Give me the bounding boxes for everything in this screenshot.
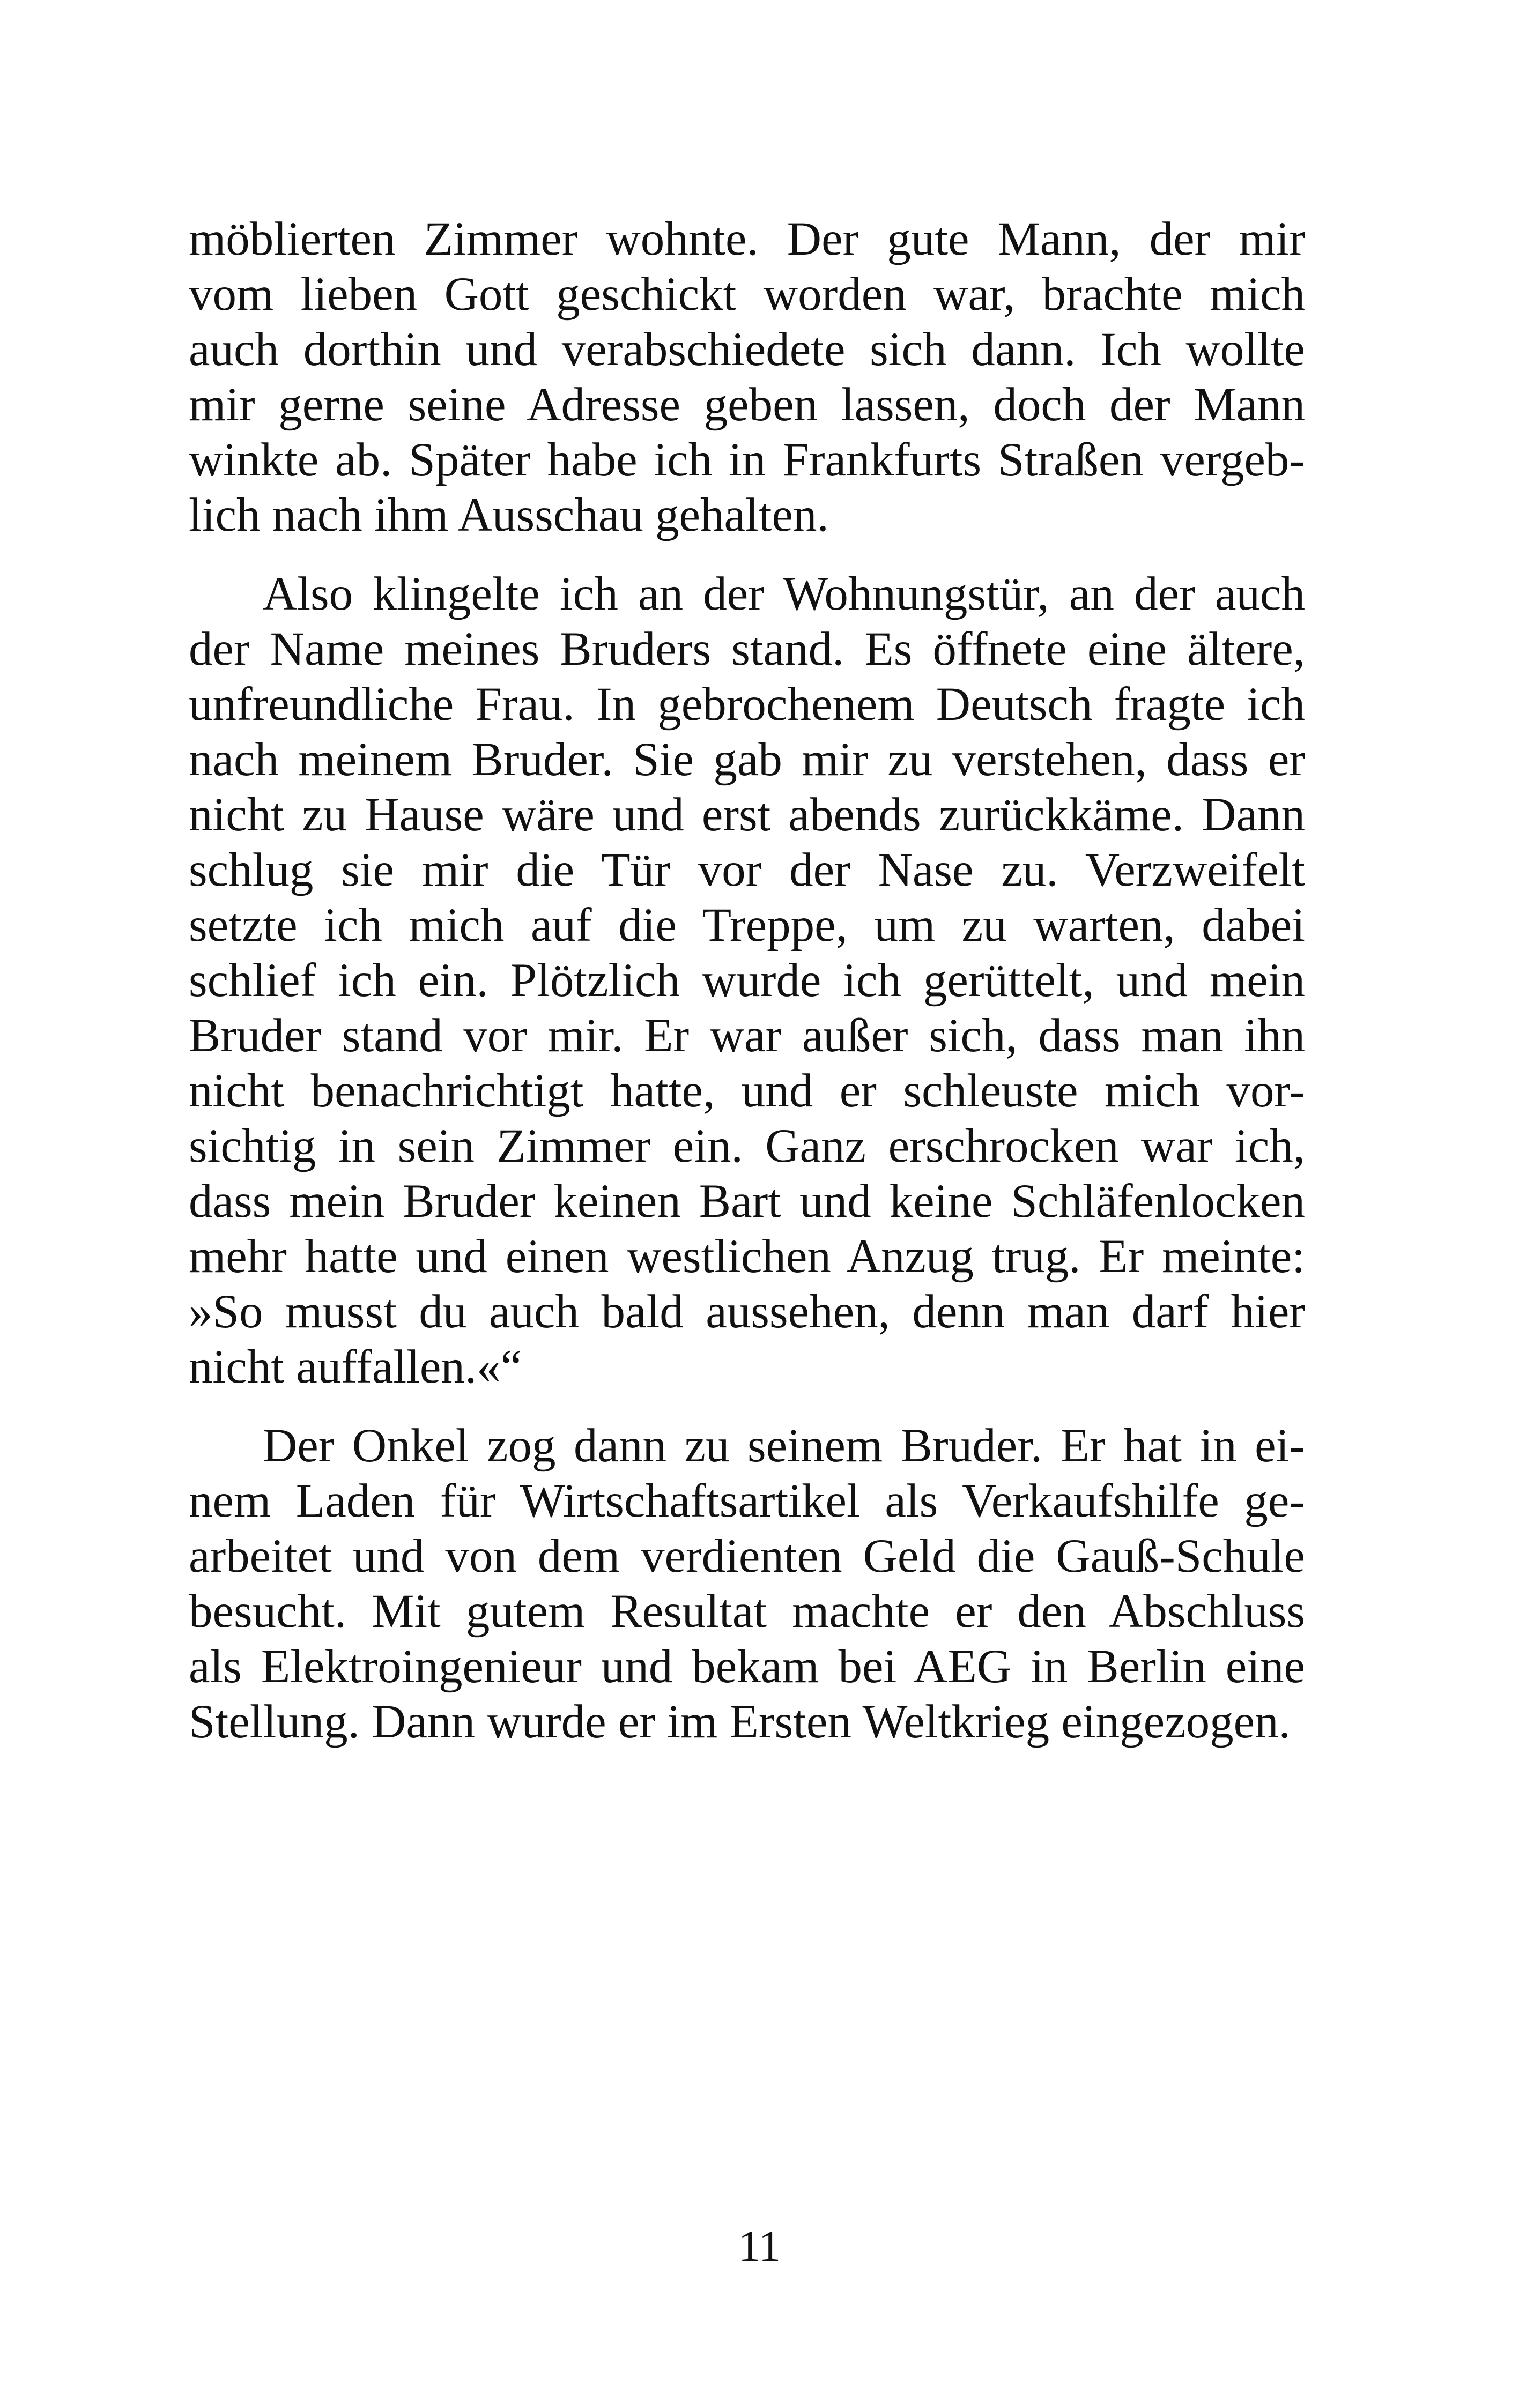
text-line: Stellung. Dann wurde er im Ersten Weltkrieg eingezogen. <box>189 1696 1291 1748</box>
paragraph-spacer <box>189 1395 1305 1418</box>
paragraph <box>189 212 1305 543</box>
text-line: Bruder stand vor mir. Er war außer sich, dass man ihn <box>189 1009 1305 1062</box>
text-line: dass mein Bruder keinen Bart und keine Schläfenlocken <box>189 1175 1305 1228</box>
text-line: der Name meines Bruders stand. Es öffnete eine ältere, <box>189 623 1305 675</box>
text-line: lich nach ihm Ausschau gehalten. <box>189 489 829 541</box>
text-line: unfreundliche Frau. In gebrochenem Deutsch fragte ich <box>189 678 1305 731</box>
text-line: auch dorthin und verabschiedete sich dann. Ich wollte <box>189 323 1305 376</box>
text-line: mir gerne seine Adresse geben lassen, doch der Mann <box>189 378 1305 431</box>
text-line: winkte ab. Später habe ich in Frankfurts Straßen vergeb- <box>189 434 1305 486</box>
page-number: 11 <box>738 2221 781 2270</box>
text-line: Der Onkel zog dann zu seinem Bruder. Er hat in ei- <box>263 1419 1305 1472</box>
text-line: nach meinem Bruder. Sie gab mir zu verstehen, dass er <box>189 733 1305 786</box>
paragraph <box>189 567 1305 1395</box>
text-line: nem Laden für Wirtschaftsartikel als Verkaufshilfe ge- <box>189 1475 1305 1527</box>
text-line: vom lieben Gott geschickt worden war, brachte mich <box>189 268 1305 321</box>
body-text <box>189 212 1305 1750</box>
text-line: schlief ich ein. Plötzlich wurde ich gerüttelt, und mein <box>189 954 1305 1007</box>
text-line: besucht. Mit gutem Resultat machte er den Abschluss <box>189 1585 1305 1638</box>
text-line: setzte ich mich auf die Treppe, um zu warten, dabei <box>189 899 1305 952</box>
text-line: sichtig in sein Zimmer ein. Ganz erschrocken war ich, <box>189 1120 1305 1172</box>
text-line: mehr hatte und einen westlichen Anzug trug. Er meinte: <box>189 1230 1305 1283</box>
paragraph-spacer <box>189 543 1305 567</box>
text-line: Also klingelte ich an der Wohnungstür, an der auch <box>263 568 1305 620</box>
text-line: nicht auffallen.«“ <box>189 1341 522 1393</box>
text-line: als Elektroingenieur und bekam bei AEG in Berlin eine <box>189 1640 1305 1693</box>
text-line: »So musst du auch bald aussehen, denn man darf hier <box>189 1285 1305 1338</box>
text-line: möblierten Zimmer wohnte. Der gute Mann, der mir <box>189 213 1305 265</box>
text-line: schlug sie mir die Tür vor der Nase zu. Verzweifelt <box>189 844 1305 896</box>
text-line: nicht zu Hause wäre und erst abends zurückkäme. Dann <box>189 789 1305 841</box>
paragraph <box>189 1418 1305 1750</box>
text-line: nicht benachrichtigt hatte, und er schleuste mich vor- <box>189 1065 1305 1117</box>
text-line: arbeitet und von dem verdienten Geld die Gauß-Schule <box>189 1530 1305 1582</box>
